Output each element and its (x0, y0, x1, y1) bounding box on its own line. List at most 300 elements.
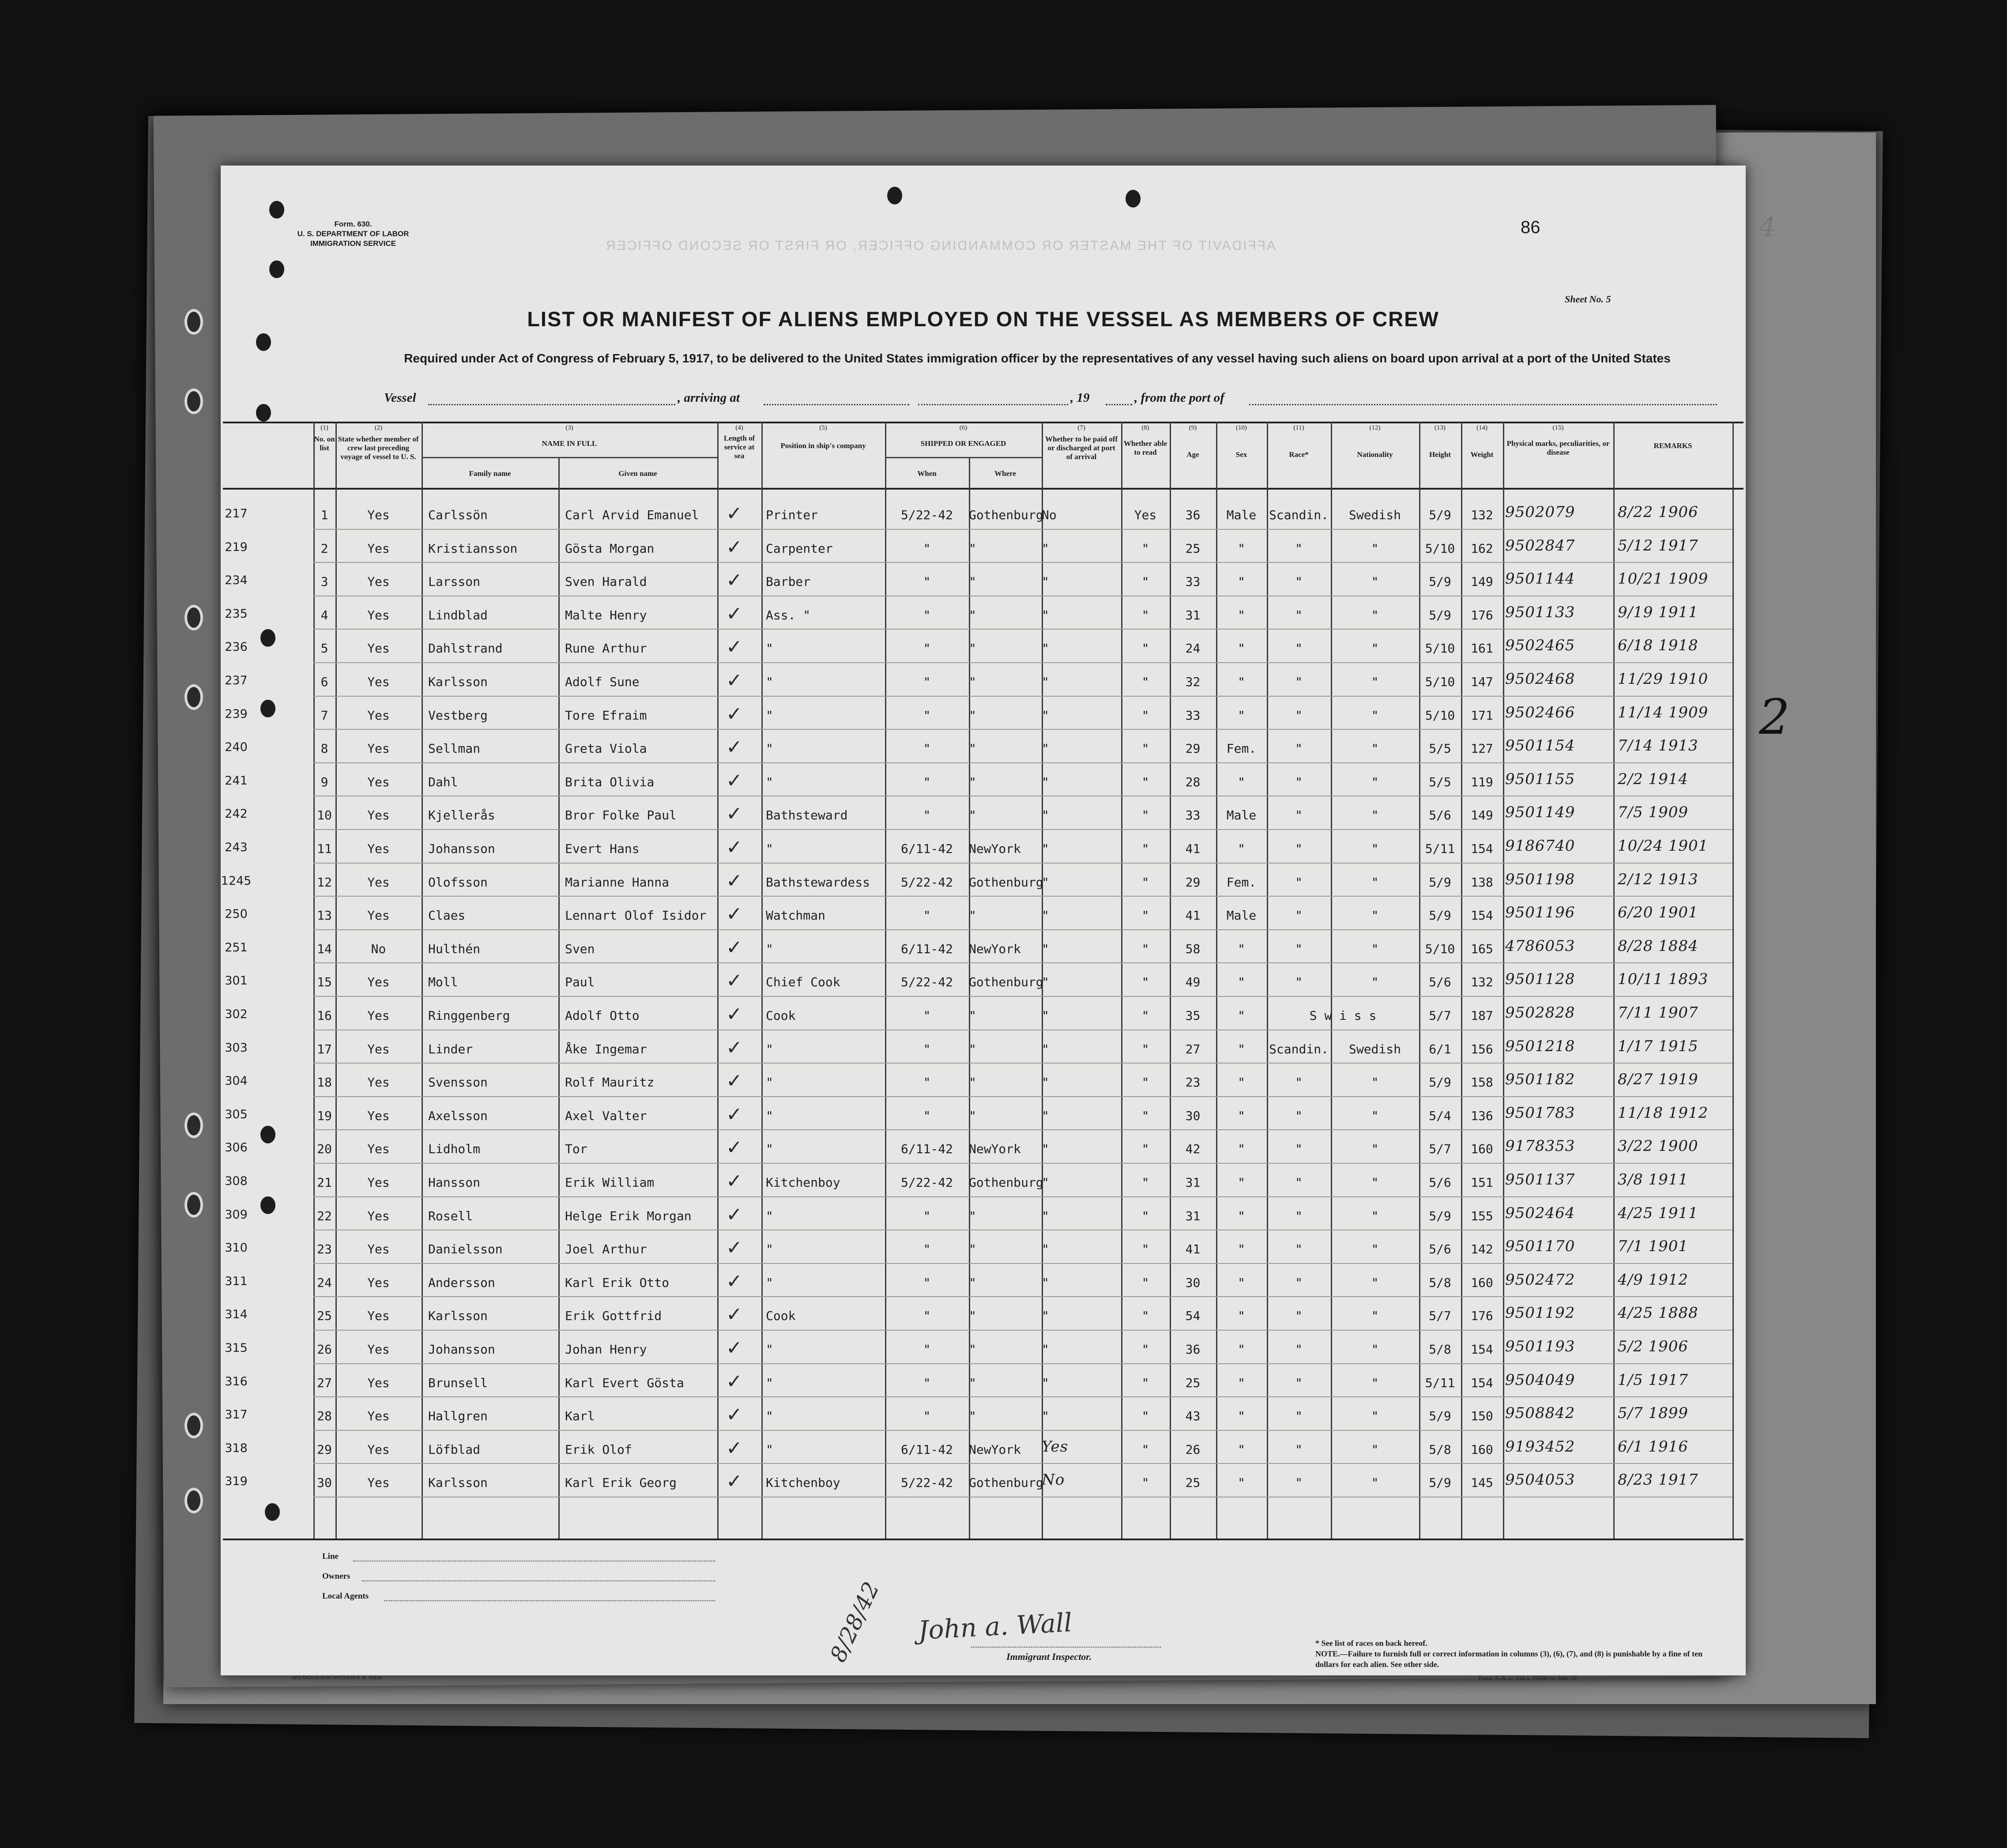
cell-weight: 176 (1471, 607, 1493, 622)
cell-paid: " (1042, 574, 1049, 589)
cell-read: " (1141, 1208, 1149, 1223)
cell-paid: " (1042, 607, 1049, 622)
cell-weight: 142 (1471, 1242, 1493, 1257)
cell-where: " (969, 1008, 976, 1023)
table-row (221, 1267, 1746, 1300)
cell-nationality: " (1371, 708, 1379, 723)
cell-remarks: 2/12 1913 (1618, 870, 1698, 888)
cell-physical: 9504049 (1505, 1371, 1575, 1389)
cell-no: 9 (320, 774, 328, 789)
cell-paid: " (1042, 1342, 1049, 1357)
cell-read: " (1141, 1075, 1149, 1090)
cell-physical: 9501133 (1505, 603, 1575, 621)
cell-race: " (1295, 1208, 1303, 1223)
subheader-rule (422, 457, 717, 458)
cell-sex: " (1238, 574, 1245, 589)
header-bottom-rule (223, 488, 1743, 490)
row-rule (313, 762, 1732, 763)
cell-read: " (1141, 641, 1149, 656)
cell-position: " (766, 841, 773, 856)
cell-when: " (923, 741, 931, 756)
penalty-note: NOTE.—Failure to furnish full or correct information in columns (3), (6), (7), and (8) is punishable by a fine of ten dollars for each alien. See other side. (1315, 1649, 1703, 1669)
cell-when: " (923, 1242, 931, 1257)
margin-index: 251 (225, 940, 248, 954)
cell-weight: 155 (1471, 1208, 1493, 1223)
owners-label: Owners (322, 1572, 350, 1581)
cell-weight: 187 (1471, 1008, 1493, 1023)
cell-paid: " (1042, 808, 1049, 823)
cell-when: 5/22-42 (900, 1475, 953, 1490)
cell-where: Gothenburg (969, 875, 1043, 890)
cell-member: Yes (367, 541, 390, 556)
row-rule (313, 1129, 1732, 1130)
cell-where: " (969, 1208, 976, 1223)
cell-race: " (1295, 774, 1303, 789)
cell-nationality: " (1371, 541, 1379, 556)
cell-paid: " (1042, 1242, 1049, 1257)
cell-given: Helge Erik Morgan (565, 1208, 692, 1223)
cell-member: Yes (367, 1142, 390, 1157)
cell-nationality: " (1371, 1075, 1379, 1090)
header-shipped: SHIPPED OR ENGAGED (920, 439, 1006, 448)
cell-where: " (969, 1342, 976, 1357)
cell-nationality: " (1371, 741, 1379, 756)
cell-sex: " (1238, 1375, 1245, 1390)
cell-position: Carpenter (766, 541, 833, 556)
header-height: Height (1429, 450, 1451, 459)
header-paid-off: Whether to be paid off or discharged at port of arrival (1045, 435, 1118, 461)
cell-height: 6/1 (1429, 1041, 1451, 1056)
cell-sex: " (1238, 841, 1245, 856)
check-mark-icon: ✓ (726, 1437, 742, 1460)
cell-where: " (969, 1309, 976, 1324)
cell-family: Hansson (428, 1175, 481, 1190)
check-mark-icon: ✓ (726, 1103, 742, 1126)
cell-race: " (1295, 1442, 1303, 1457)
margin-mark: 2 (1759, 689, 1790, 745)
column-number: (9) (1189, 424, 1197, 431)
cell-weight: 156 (1471, 1041, 1493, 1056)
cell-read: " (1141, 1309, 1149, 1324)
cell-remarks: 11/14 1909 (1618, 703, 1709, 721)
cell-physical: 9501137 (1505, 1171, 1575, 1188)
cell-height: 5/7 (1429, 1309, 1451, 1324)
cell-physical: 9501182 (1505, 1071, 1575, 1089)
cell-read: " (1141, 1275, 1149, 1290)
check-mark-icon: ✓ (726, 969, 742, 992)
punch-hole (1126, 190, 1141, 207)
cell-family: Vestberg (428, 708, 488, 723)
cell-given: Marianne Hanna (565, 875, 670, 890)
header-able-read: Whether able to read (1123, 439, 1167, 456)
check-mark-icon: ✓ (726, 769, 742, 792)
table-row (221, 566, 1746, 599)
cell-position: Bathsteward (766, 808, 848, 823)
cell-given: Lennart Olof Isidor (565, 908, 707, 923)
cell-no: 25 (317, 1309, 332, 1324)
cell-read: " (1141, 875, 1149, 890)
cell-when: " (923, 1208, 931, 1223)
cell-weight: 138 (1471, 875, 1493, 890)
cell-family: Rosell (428, 1208, 473, 1223)
cell-remarks: 3/22 1900 (1618, 1137, 1698, 1155)
row-rule (313, 1229, 1732, 1230)
cell-remarks: 3/8 1911 (1618, 1171, 1689, 1188)
cell-given: Erik Gottfrid (565, 1309, 662, 1324)
cell-position: Cook (766, 1309, 796, 1324)
cell-when: 6/11-42 (900, 1442, 953, 1457)
cell-when: " (923, 1309, 931, 1324)
cell-physical: 9501155 (1505, 770, 1575, 788)
margin-index: 237 (225, 674, 248, 687)
from-port-label: , from the port of (1134, 391, 1224, 405)
column-number: (11) (1293, 424, 1304, 431)
cell-no: 16 (317, 1008, 332, 1023)
cell-sex: " (1238, 607, 1245, 622)
cell-no: 28 (317, 1409, 332, 1424)
cell-family: Olofsson (428, 875, 488, 890)
local-agents-label: Local Agents (322, 1592, 369, 1601)
cell-member: Yes (367, 808, 390, 823)
cell-given: Adolf Otto (565, 1008, 640, 1023)
row-rule (313, 1330, 1732, 1331)
cell-when: " (923, 574, 931, 589)
cell-weight: 127 (1471, 741, 1493, 756)
cell-height: 5/9 (1429, 875, 1451, 890)
cell-race: Scandin. (1269, 508, 1329, 522)
check-mark-icon: ✓ (726, 502, 742, 525)
cell-when: 6/11-42 (900, 941, 953, 956)
header-nationality: Nationality (1357, 450, 1393, 459)
cell-nationality: " (1371, 875, 1379, 890)
owners-field (362, 1580, 715, 1581)
cell-age: 54 (1185, 1309, 1201, 1324)
cell-weight: 149 (1471, 574, 1493, 589)
margin-index: 304 (225, 1074, 248, 1088)
table-row (221, 999, 1746, 1033)
cell-when: " (923, 1375, 931, 1390)
cell-sex: " (1238, 641, 1245, 656)
cell-weight: 150 (1471, 1409, 1493, 1424)
cell-remarks: 6/18 1918 (1618, 637, 1698, 655)
table-row (221, 699, 1746, 732)
cell-paid: " (1042, 975, 1049, 990)
row-rule (313, 1296, 1732, 1297)
cell-height: 5/10 (1425, 941, 1455, 956)
cell-remarks: 5/2 1906 (1618, 1338, 1689, 1355)
cell-remarks: 10/11 1893 (1618, 970, 1709, 988)
cell-physical: 9186740 (1505, 837, 1575, 855)
margin-index: 303 (225, 1041, 248, 1055)
cell-sex: " (1238, 941, 1245, 956)
cell-race: " (1295, 908, 1303, 923)
cell-height: 5/4 (1429, 1108, 1451, 1123)
cell-where: Gothenburg (969, 1175, 1043, 1190)
check-mark-icon: ✓ (726, 736, 742, 759)
cell-member: Yes (367, 1175, 390, 1190)
row-rule (313, 863, 1732, 864)
cell-paid: " (1042, 1275, 1049, 1290)
cell-read: " (1141, 741, 1149, 756)
cell-where: " (969, 708, 976, 723)
cell-given: Carl Arvid Emanuel (565, 508, 699, 522)
cell-no: 7 (320, 708, 328, 723)
table-row (221, 799, 1746, 832)
header-position: Position in ship's company (780, 441, 866, 450)
cell-height: 5/9 (1429, 908, 1451, 923)
cell-physical: 9501198 (1505, 870, 1575, 888)
cell-given: Johan Henry (565, 1342, 647, 1357)
cell-race: " (1295, 1142, 1303, 1157)
cell-remarks: 7/5 1909 (1618, 803, 1689, 822)
check-mark-icon: ✓ (726, 1003, 742, 1026)
cell-no: 30 (317, 1475, 332, 1490)
cell-given: Paul (565, 975, 595, 990)
cell-race: " (1295, 741, 1303, 756)
header-where: Where (994, 469, 1016, 478)
cell-nationality: " (1371, 774, 1379, 789)
cell-no: 19 (317, 1108, 332, 1123)
cell-paid: " (1042, 741, 1049, 756)
cell-no: 21 (317, 1175, 332, 1190)
cell-read: " (1141, 541, 1149, 556)
cell-when: 5/22-42 (900, 975, 953, 990)
table-row (221, 666, 1746, 699)
cell-age: 36 (1185, 508, 1201, 522)
cell-member: Yes (367, 1375, 390, 1390)
cell-sex: " (1238, 975, 1245, 990)
cell-height: 5/11 (1425, 1375, 1455, 1390)
cell-family: Larsson (428, 574, 481, 589)
cell-family: Carlssön (428, 508, 488, 522)
cell-height: 5/9 (1429, 1075, 1451, 1090)
cell-when: " (923, 641, 931, 656)
table-row (221, 499, 1746, 532)
cell-family: Ringgenberg (428, 1008, 510, 1023)
margin-index: 305 (225, 1107, 248, 1121)
cell-given: Karl Erik Otto (565, 1275, 670, 1290)
cell-when: " (923, 908, 931, 923)
binder-hole (185, 309, 203, 335)
cell-read: " (1141, 1108, 1149, 1123)
cell-nationality: " (1371, 1375, 1379, 1390)
cell-race: " (1295, 708, 1303, 723)
cell-family: Hulthén (428, 941, 481, 956)
cell-age: 33 (1185, 808, 1201, 823)
cell-member: Yes (367, 774, 390, 789)
row-rule (313, 562, 1732, 563)
cell-where: " (969, 675, 976, 689)
cell-sex: Fem. (1226, 741, 1257, 756)
cell-race: " (1295, 808, 1303, 823)
cell-member: Yes (367, 708, 390, 723)
cell-member: Yes (367, 574, 390, 589)
cell-physical: 9504053 (1505, 1471, 1575, 1489)
cell-remarks: 5/7 1899 (1618, 1404, 1689, 1422)
check-mark-icon: ✓ (726, 1136, 742, 1159)
cell-member: Yes (367, 841, 390, 856)
cell-height: 5/6 (1429, 1242, 1451, 1257)
table-row (221, 1367, 1746, 1400)
margin-index: 242 (225, 807, 248, 821)
cell-read: " (1141, 774, 1149, 789)
cell-given: Sven Harald (565, 574, 647, 589)
cell-race: " (1295, 1342, 1303, 1357)
cell-physical: 9502468 (1505, 670, 1575, 688)
cell-given: Karl Evert Gösta (565, 1375, 684, 1390)
cell-age: 49 (1185, 975, 1201, 990)
cell-where: " (969, 1409, 976, 1424)
cell-height: 5/9 (1429, 574, 1451, 589)
cell-age: 25 (1185, 541, 1201, 556)
cell-weight: 147 (1471, 675, 1493, 689)
table-row (221, 966, 1746, 999)
cell-position: " (766, 1041, 773, 1056)
row-rule (313, 1196, 1732, 1197)
cell-weight: 158 (1471, 1075, 1493, 1090)
punch-hole (256, 333, 271, 351)
cell-height: 5/8 (1429, 1442, 1451, 1457)
row-rule (313, 1430, 1732, 1431)
cell-physical: 9501192 (1505, 1304, 1575, 1322)
cell-given: Tor (565, 1142, 587, 1157)
page-subtitle: Required under Act of Congress of February 5, 1917, to be delivered to the United States immigration officer by the representatives of any vessel having such aliens on board upon arrival at a port of the United States (404, 351, 1671, 365)
arriving-field-2 (918, 404, 1068, 405)
header-weight: Weight (1470, 450, 1494, 459)
cell-nationality: " (1371, 1309, 1379, 1324)
footnotes (1315, 1638, 1713, 1670)
table-bottom-rule (223, 1539, 1743, 1540)
local-agents-field (384, 1600, 715, 1601)
cell-given: Rolf Mauritz (565, 1075, 655, 1090)
cell-race: " (1295, 1409, 1303, 1424)
cell-height: 5/10 (1425, 641, 1455, 656)
form-code: Form. S. A. L. 116 a. 15500 ex. febr. 37. (1479, 1675, 1579, 1682)
subheader-rule (885, 457, 1042, 458)
cell-paid: " (1042, 675, 1049, 689)
cell-family: Johansson (428, 841, 495, 856)
year-field (1106, 404, 1132, 405)
cell-member: Yes (367, 1108, 390, 1123)
header-no-on-list: No. on list (314, 435, 335, 452)
cell-weight: 132 (1471, 975, 1493, 990)
cell-race: S w i s s (1309, 1008, 1377, 1023)
race-note: * See list of races on back hereof. (1315, 1639, 1427, 1648)
cell-paid: " (1042, 774, 1049, 789)
cell-weight: 154 (1471, 1375, 1493, 1390)
cell-height: 5/7 (1429, 1008, 1451, 1023)
cell-no: 4 (320, 607, 328, 622)
cell-position: Kitchenboy (766, 1175, 840, 1190)
table-row (221, 933, 1746, 966)
cell-given: Joel Arthur (565, 1242, 647, 1257)
cell-race: " (1295, 1275, 1303, 1290)
cell-no: 27 (317, 1375, 332, 1390)
margin-index: 217 (225, 507, 248, 520)
check-mark-icon: ✓ (726, 903, 742, 926)
cell-sex: " (1238, 541, 1245, 556)
cell-position: Kitchenboy (766, 1475, 840, 1490)
cell-member: Yes (367, 607, 390, 622)
cell-race: " (1295, 841, 1303, 856)
cell-when: 5/22-42 (900, 875, 953, 890)
cell-when: 6/11-42 (900, 841, 953, 856)
cell-given: Greta Viola (565, 741, 647, 756)
cell-nationality: " (1371, 1442, 1379, 1457)
cell-member: Yes (367, 1242, 390, 1257)
binder-hole (185, 1192, 203, 1218)
cell-sex: " (1238, 1475, 1245, 1490)
margin-index: 219 (225, 540, 248, 554)
cell-family: Kristiansson (428, 541, 518, 556)
cell-height: 5/10 (1425, 541, 1455, 556)
cell-no: 17 (317, 1041, 332, 1056)
row-rule (313, 696, 1732, 697)
row-rule (313, 929, 1732, 930)
cell-remarks: 4/25 1911 (1618, 1204, 1698, 1222)
cell-age: 25 (1185, 1375, 1201, 1390)
cell-weight: 165 (1471, 941, 1493, 956)
cell-given: Adolf Sune (565, 675, 640, 689)
cell-when: " (923, 1409, 931, 1424)
manifest-page (221, 166, 1746, 1682)
margin-index: 241 (225, 773, 248, 788)
cell-age: 58 (1185, 941, 1201, 956)
table-row (221, 1200, 1746, 1233)
table-row (221, 1166, 1746, 1199)
cell-when: " (923, 1041, 931, 1056)
row-rule (313, 896, 1732, 897)
cell-age: 27 (1185, 1041, 1201, 1056)
cell-member: Yes (367, 1309, 390, 1324)
check-mark-icon: ✓ (726, 1337, 742, 1359)
margin-index: 243 (225, 841, 248, 854)
cell-where: " (969, 1375, 976, 1390)
cell-read: " (1141, 574, 1149, 589)
cell-paid: " (1042, 908, 1049, 923)
cell-position: Printer (766, 508, 818, 522)
cell-race: " (1295, 1309, 1303, 1324)
cell-position: " (766, 941, 773, 956)
cell-physical: 9501193 (1505, 1338, 1575, 1355)
cell-member: No (371, 941, 386, 956)
column-number: (10) (1236, 424, 1247, 431)
cell-no: 26 (317, 1342, 332, 1357)
cell-given: Karl Erik Georg (565, 1475, 677, 1490)
cell-sex: " (1238, 774, 1245, 789)
cell-nationality: " (1371, 1275, 1379, 1290)
punch-hole (256, 404, 271, 422)
cell-when: " (923, 774, 931, 789)
margin-index: 235 (225, 607, 248, 621)
cell-paid: " (1042, 941, 1049, 956)
cell-physical: 9178353 (1505, 1137, 1575, 1155)
cell-read: " (1141, 975, 1149, 990)
cell-read: " (1141, 708, 1149, 723)
cell-race: " (1295, 607, 1303, 622)
cell-paid: " (1042, 708, 1049, 723)
row-rule (313, 1163, 1732, 1164)
cell-remarks: 1/5 1917 (1618, 1371, 1689, 1389)
cell-position: " (766, 1108, 773, 1123)
table-row (221, 632, 1746, 665)
cell-race: " (1295, 1075, 1303, 1090)
cell-given: Erik Olof (565, 1442, 632, 1457)
cell-physical: 9501196 (1505, 904, 1575, 922)
cell-height: 5/6 (1429, 975, 1451, 990)
cell-read: " (1141, 1442, 1149, 1457)
cell-read: " (1141, 1242, 1149, 1257)
